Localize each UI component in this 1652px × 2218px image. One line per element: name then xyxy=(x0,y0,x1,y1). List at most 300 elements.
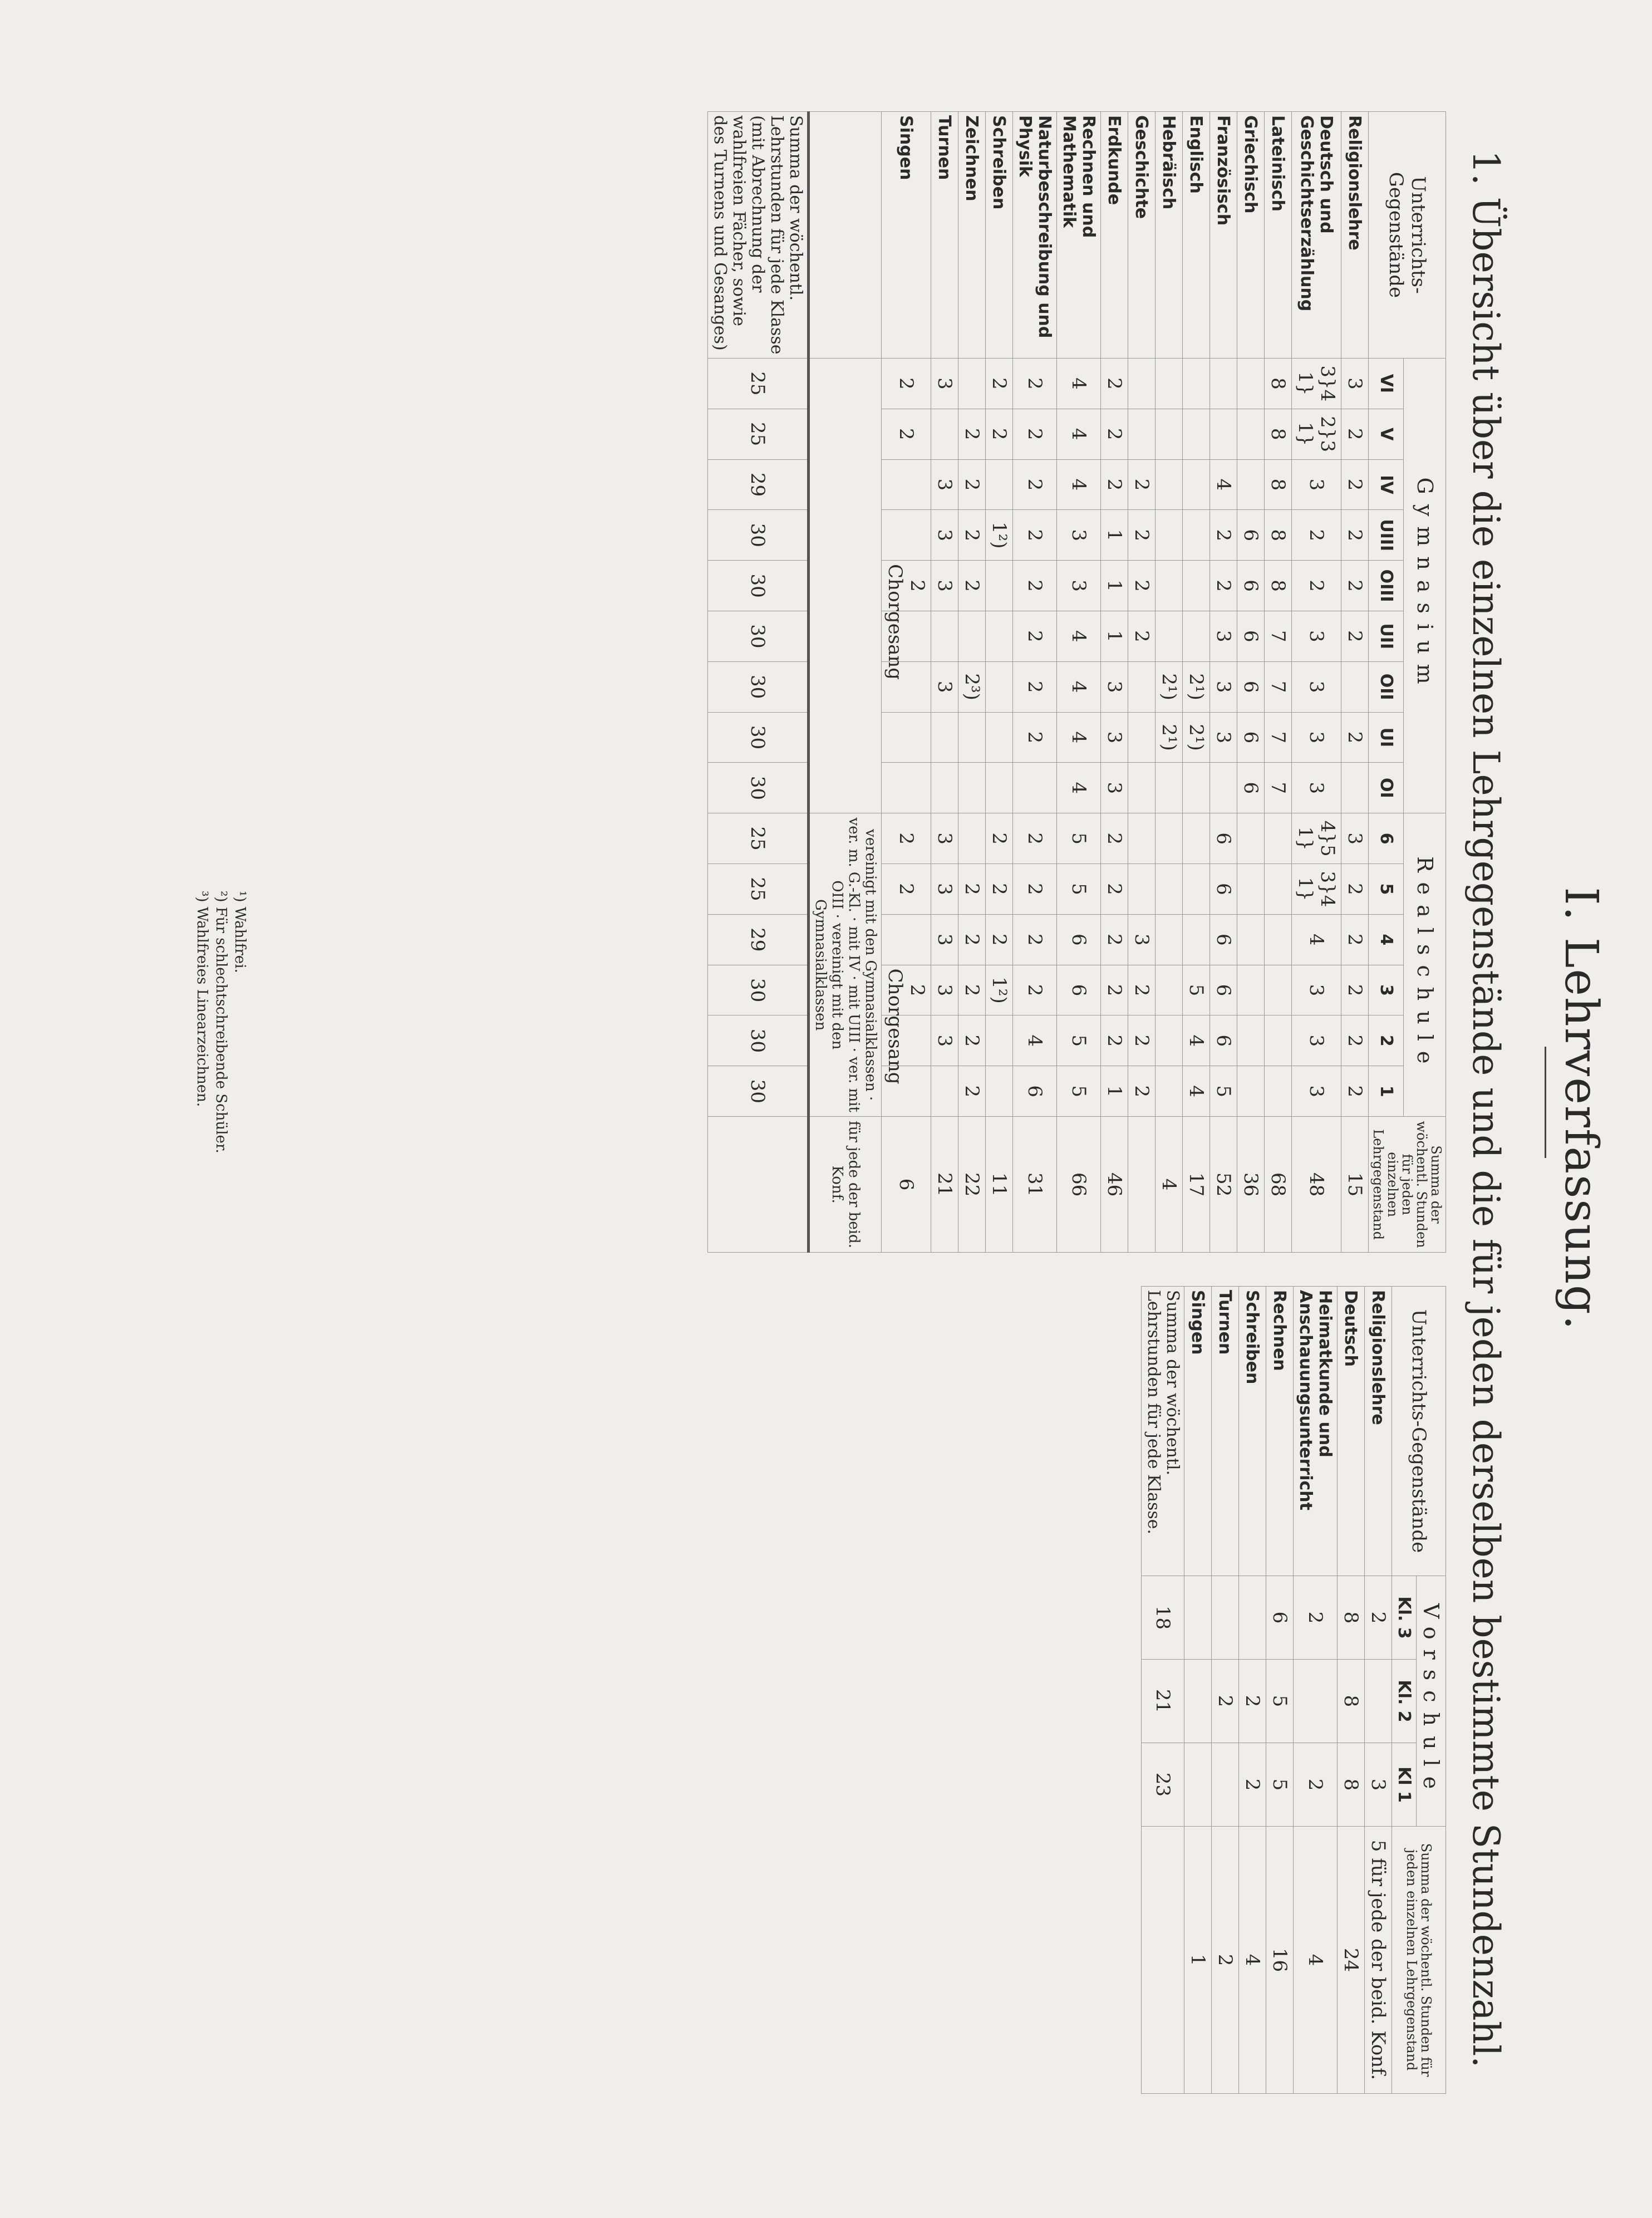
table-row xyxy=(1365,1287,1392,2094)
subject-cell: Englisch xyxy=(1183,112,1210,359)
real-hours-cell: 2 xyxy=(958,1066,986,1117)
notes-spacer xyxy=(809,358,882,813)
gym-hours-cell: 2 xyxy=(1341,510,1369,561)
footnote: ²) Für schlechtschreibende Schüler. xyxy=(213,891,229,1154)
subject-cell: Religionslehre xyxy=(1365,1287,1392,1576)
gym-hours-cell: 2 xyxy=(1013,358,1057,409)
real-hours-cell: 3 xyxy=(1292,1066,1341,1117)
vorschule-body xyxy=(1142,1287,1392,2094)
gym-class-header: UIII xyxy=(1369,510,1404,561)
gym-class-header: OI xyxy=(1369,763,1404,813)
gymnasium-realschule-table xyxy=(707,111,1446,1253)
gym-hours-cell: 4 xyxy=(1210,459,1237,510)
real-hours-cell: 3 xyxy=(1292,1015,1341,1066)
subject-cell: Lateinisch xyxy=(1265,112,1292,359)
real-hours-cell: 2 xyxy=(958,1015,986,1066)
gym-hours-cell: 2 xyxy=(1210,561,1237,611)
gym-hours-cell: 2 xyxy=(1210,510,1237,561)
gymnasium-group-header: Gymnasium xyxy=(1404,358,1446,813)
gym-hours-cell: 2 xyxy=(1101,459,1128,510)
real-hours-cell: 5 xyxy=(1057,864,1101,915)
sum-cell: 11 xyxy=(986,1117,1013,1253)
real-hours-cell: 2 xyxy=(1101,864,1128,915)
gym-class-header: IV xyxy=(1369,459,1404,510)
gym-hours-cell xyxy=(931,409,958,459)
real-hours-cell xyxy=(1183,914,1210,965)
gym-hours-cell: 2 xyxy=(1341,459,1369,510)
sum-cell: 15 xyxy=(1341,1117,1369,1253)
vorschule-hours-cell xyxy=(1365,1660,1392,1743)
real-hours-cell xyxy=(1265,914,1292,965)
real-hours-cell: 2 xyxy=(958,965,986,1015)
gym-class-header: VI xyxy=(1369,358,1404,409)
vorschule-hours-cell xyxy=(1184,1660,1212,1743)
gym-hours-cell: 3 xyxy=(1292,712,1341,763)
gym-hours-cell: 4 xyxy=(1057,763,1101,813)
real-hours-cell: 5 xyxy=(1057,1066,1101,1117)
footnote: ¹) Wahlfrei. xyxy=(232,891,248,973)
gym-hours-cell xyxy=(986,459,1013,510)
sum-cell: 16 xyxy=(1266,1827,1294,2094)
gym-hours-cell: 4 xyxy=(1057,712,1101,763)
gym-hours-cell xyxy=(931,712,958,763)
subject-cell: Schreiben xyxy=(986,112,1013,359)
gym-hours-cell: 2 xyxy=(1128,561,1156,611)
real-hours-cell xyxy=(1156,965,1183,1015)
gym-hours-cell: 6 xyxy=(1237,763,1265,813)
real-hours-cell: 2 xyxy=(1101,1015,1128,1066)
real-hours-cell xyxy=(1128,864,1156,915)
real-hours-cell: 2 xyxy=(1013,864,1057,915)
gym-hours-cell: 2 xyxy=(1341,561,1369,611)
real-hours-cell: 2 xyxy=(1128,965,1156,1015)
real-hours-cell: 3 xyxy=(931,813,958,864)
real-hours-cell xyxy=(931,1066,958,1117)
sum-cell: 66 xyxy=(1057,1117,1101,1253)
realschule-notes: vereinigt mit den Gymnasialklassen · ver. m. G.-Kl. · mit IV · mit UIII · ver. mit OIII · vereinigt mit den Gymnasialklassen xyxy=(809,813,882,1117)
sum-cell: 22 xyxy=(958,1117,986,1253)
gym-hours-cell xyxy=(1183,358,1210,409)
gym-hours-cell: 6 xyxy=(1237,561,1265,611)
gym-hours-cell: 6 xyxy=(1237,661,1265,712)
gym-hours-cell: 1²) xyxy=(986,510,1013,561)
totals-row xyxy=(1142,1287,1184,2094)
sum-cell: 2 xyxy=(1212,1827,1239,2094)
gym-hours-cell xyxy=(882,459,931,510)
sum-total-cell xyxy=(1142,1827,1184,2094)
real-class-header: 4 xyxy=(1369,914,1404,965)
real-hours-cell: 5 xyxy=(1210,1066,1237,1117)
page-title: I. Lehrverfassung. xyxy=(1555,887,1607,1331)
gym-hours-cell xyxy=(986,661,1013,712)
gym-hours-cell: 2 xyxy=(1013,459,1057,510)
table-row xyxy=(931,112,958,1253)
subject-cell: Turnen xyxy=(1212,1287,1239,1576)
gym-hours-cell: 7 xyxy=(1265,712,1292,763)
real-hours-cell: 6 xyxy=(1013,1066,1057,1117)
vorschule-table xyxy=(1141,1286,1446,2094)
sum-cell: 31 xyxy=(1013,1117,1057,1253)
real-hours-cell: 4}5 1} xyxy=(1292,813,1341,864)
table-row xyxy=(1239,1287,1266,2094)
sum-cell: 4 xyxy=(1239,1827,1266,2094)
table-row xyxy=(1265,112,1292,1253)
real-hours-cell xyxy=(1183,864,1210,915)
vorschule-hours-cell: 2 xyxy=(1239,1660,1266,1743)
gym-class-header: OII xyxy=(1369,661,1404,712)
real-total-cell: 30 xyxy=(708,1015,809,1066)
gym-hours-cell: 4 xyxy=(1057,409,1101,459)
gym-hours-cell: 3 xyxy=(1101,712,1128,763)
real-hours-cell: 5 xyxy=(1183,965,1210,1015)
gym-hours-cell: 8 xyxy=(1265,358,1292,409)
gym-total-cell: 30 xyxy=(708,661,809,712)
vorschule-group-header: Vorschule xyxy=(1417,1576,1446,1827)
sum-cell: 5 für jede der beid. Konf. xyxy=(1365,1827,1392,2094)
vorschule-class-header: Kl 1 xyxy=(1392,1743,1417,1827)
gym-hours-cell: 2 xyxy=(882,409,931,459)
gym-hours-cell xyxy=(958,611,986,661)
real-hours-cell xyxy=(1156,1066,1183,1117)
subject-cell: Turnen xyxy=(931,112,958,359)
real-class-header: 6 xyxy=(1369,813,1404,864)
table-row xyxy=(1057,112,1101,1253)
gym-hours-cell: 3}4 1} xyxy=(1292,358,1341,409)
gym-hours-cell xyxy=(1128,712,1156,763)
real-hours-cell: 2 xyxy=(1341,914,1369,965)
real-hours-cell: 6 xyxy=(1210,914,1237,965)
real-hours-cell: 2 xyxy=(1013,813,1057,864)
real-hours-cell: 2 xyxy=(986,813,1013,864)
real-class-header: 1 xyxy=(1369,1066,1404,1117)
table-row xyxy=(1013,112,1057,1253)
subject-cell: Singen xyxy=(1184,1287,1212,1576)
gym-hours-cell: 3 xyxy=(931,459,958,510)
vorschule-hours-cell: 5 xyxy=(1266,1743,1294,1827)
gym-hours-cell xyxy=(1156,510,1183,561)
gym-hours-cell: 3 xyxy=(931,561,958,611)
real-hours-cell: 2 xyxy=(1341,1066,1369,1117)
real-hours-cell: 4 xyxy=(1013,1015,1057,1066)
real-hours-cell xyxy=(882,914,931,965)
gym-hours-cell: 3 xyxy=(1341,358,1369,409)
real-hours-cell: 3 xyxy=(931,914,958,965)
gym-hours-cell: 8 xyxy=(1265,561,1292,611)
total-label: Summa der wöchentl. Lehrstunden für jede Klasse (mit Abrechnung der wahlfreien Fächer, sowie des Turnens und Gesanges) xyxy=(708,112,809,359)
gym-hours-cell: 3 xyxy=(1292,459,1341,510)
vorschule-hours-cell: 8 xyxy=(1338,1576,1365,1660)
realschule-group-header: Realschule xyxy=(1404,813,1446,1117)
subject-cell: Griechisch xyxy=(1237,112,1265,359)
real-hours-cell: 6 xyxy=(1057,914,1101,965)
real-hours-cell: 6 xyxy=(1057,965,1101,1015)
gym-hours-cell xyxy=(1237,459,1265,510)
gym-total-cell: 30 xyxy=(708,712,809,763)
table-row xyxy=(882,112,931,1253)
vorschule-total-cell: 23 xyxy=(1142,1743,1184,1827)
gym-hours-cell: 3 xyxy=(931,661,958,712)
subject-cell: Rechnen xyxy=(1266,1287,1294,1576)
gym-hours-cell xyxy=(1156,561,1183,611)
real-hours-cell: 6 xyxy=(1210,813,1237,864)
subject-cell: Schreiben xyxy=(1239,1287,1266,1576)
gym-hours-cell: 2 xyxy=(986,409,1013,459)
gym-hours-cell xyxy=(1183,561,1210,611)
real-hours-cell xyxy=(1237,914,1265,965)
sum-cell: 4 xyxy=(1294,1827,1338,2094)
gym-hours-cell xyxy=(958,763,986,813)
gym-hours-cell xyxy=(986,763,1013,813)
sum-cell: 24 xyxy=(1338,1827,1365,2094)
real-hours-cell: 4 xyxy=(1183,1015,1210,1066)
subject-cell: Geschichte xyxy=(1128,112,1156,359)
sum-column-header: Summa der wöchentl. Stunden für jeden einzelnen Lehrgegenstand xyxy=(1369,1117,1446,1253)
gym-hours-cell xyxy=(931,763,958,813)
gym-hours-cell: 2 xyxy=(1341,409,1369,459)
real-hours-cell xyxy=(1265,1015,1292,1066)
real-hours-cell: 2 Chorgesang xyxy=(882,965,931,1015)
real-hours-cell: 4 xyxy=(1292,914,1341,965)
gym-hours-cell xyxy=(986,561,1013,611)
vorschule-hours-cell: 8 xyxy=(1338,1660,1365,1743)
gym-hours-cell: 2 xyxy=(1013,661,1057,712)
sum-cell: 17 xyxy=(1183,1117,1210,1253)
real-hours-cell: 2 xyxy=(1341,1015,1369,1066)
gym-hours-cell xyxy=(958,712,986,763)
real-hours-cell: 5 xyxy=(1057,813,1101,864)
real-hours-cell: 2 xyxy=(882,864,931,915)
real-hours-cell: 1²) xyxy=(986,965,1013,1015)
real-hours-cell xyxy=(1183,813,1210,864)
gym-hours-cell: 6 xyxy=(1237,712,1265,763)
table-row xyxy=(1294,1287,1338,2094)
gym-hours-cell: 2 xyxy=(1013,561,1057,611)
sum-cell: 48 xyxy=(1292,1117,1341,1253)
real-hours-cell: 2 xyxy=(1101,813,1128,864)
gym-hours-cell: 2 Chorgesang xyxy=(882,561,931,611)
gym-hours-cell xyxy=(958,358,986,409)
subject-cell: Hebräisch xyxy=(1156,112,1183,359)
real-hours-cell: 2 xyxy=(1128,1066,1156,1117)
vorschule-hours-cell xyxy=(1212,1576,1239,1660)
table-row xyxy=(1184,1287,1212,2094)
real-total-cell: 25 xyxy=(708,864,809,915)
real-hours-cell xyxy=(1237,813,1265,864)
subject-cell: Zeichnen xyxy=(958,112,986,359)
gym-hours-cell: 4 xyxy=(1057,358,1101,409)
real-hours-cell: 2 xyxy=(1341,864,1369,915)
gym-hours-cell xyxy=(1128,358,1156,409)
gym-total-cell: 30 xyxy=(708,510,809,561)
real-total-cell: 30 xyxy=(708,1066,809,1117)
gym-hours-cell xyxy=(1210,763,1237,813)
subject-cell: Religionslehre xyxy=(1341,112,1369,359)
footnote: ³) Wahlfreies Linearzeichnen. xyxy=(194,891,210,1107)
gym-hours-cell xyxy=(1183,409,1210,459)
gym-hours-cell: 3 xyxy=(1210,611,1237,661)
subject-column-header: Unterrichts-Gegenstände xyxy=(1369,112,1446,359)
gym-hours-cell: 3 xyxy=(1101,763,1128,813)
vorschule-hours-cell xyxy=(1184,1576,1212,1660)
gym-total-cell: 30 xyxy=(708,561,809,611)
gym-hours-cell: 2 xyxy=(958,459,986,510)
table-row xyxy=(958,112,986,1253)
gym-hours-cell: 1 xyxy=(1101,611,1128,661)
real-hours-cell xyxy=(1237,1066,1265,1117)
gym-hours-cell xyxy=(1183,459,1210,510)
gym-hours-cell: 2 xyxy=(1128,611,1156,661)
real-hours-cell: 2 xyxy=(958,864,986,915)
gym-hours-cell: 3 xyxy=(1292,763,1341,813)
vorschule-hours-cell: 2 xyxy=(1365,1576,1392,1660)
gym-class-header: V xyxy=(1369,409,1404,459)
gym-hours-cell: 6 xyxy=(1237,611,1265,661)
vorschule-hours-cell: 3 xyxy=(1365,1743,1392,1827)
real-hours-cell: 2 xyxy=(986,914,1013,965)
vorschule-hours-cell: 8 xyxy=(1338,1743,1365,1827)
gym-hours-cell: 4 xyxy=(1057,459,1101,510)
real-hours-cell xyxy=(1265,864,1292,915)
subject-cell: Deutsch xyxy=(1338,1287,1365,1576)
real-hours-cell: 2 xyxy=(1013,965,1057,1015)
real-hours-cell xyxy=(1265,1066,1292,1117)
sum-cell xyxy=(1128,1117,1156,1253)
gym-hours-cell xyxy=(882,763,931,813)
gym-hours-cell: 2 xyxy=(1101,409,1128,459)
real-hours-cell xyxy=(1237,864,1265,915)
gym-hours-cell xyxy=(1013,763,1057,813)
gym-hours-cell: 7 xyxy=(1265,763,1292,813)
table-row xyxy=(1210,112,1237,1253)
gym-hours-cell xyxy=(1341,661,1369,712)
real-hours-cell: 2 xyxy=(1013,914,1057,965)
gym-hours-cell: 2¹) xyxy=(1156,712,1183,763)
gym-total-cell: 30 xyxy=(708,763,809,813)
gym-hours-cell: 8 xyxy=(1265,510,1292,561)
subject-cell: Naturbeschreibung und Physik xyxy=(1013,112,1057,359)
gym-hours-cell: 2 xyxy=(958,561,986,611)
gym-hours-cell xyxy=(1156,611,1183,661)
gym-hours-cell xyxy=(1183,510,1210,561)
gym-hours-cell xyxy=(1128,409,1156,459)
sum-cell: 36 xyxy=(1237,1117,1265,1253)
gym-hours-cell: 3 xyxy=(1101,661,1128,712)
gym-hours-cell: 8 xyxy=(1265,459,1292,510)
vorschule-hours-cell: 6 xyxy=(1266,1576,1294,1660)
vorschule-hours-cell: 2 xyxy=(1212,1660,1239,1743)
gym-hours-cell xyxy=(1237,358,1265,409)
table-row xyxy=(1237,112,1265,1253)
gym-hours-cell: 2 xyxy=(1101,358,1128,409)
notes-row xyxy=(809,112,882,1253)
real-hours-cell: 5 xyxy=(1057,1015,1101,1066)
real-hours-cell xyxy=(1237,1015,1265,1066)
gym-hours-cell: 1 xyxy=(1101,561,1128,611)
gym-hours-cell xyxy=(986,611,1013,661)
gym-hours-cell xyxy=(1156,459,1183,510)
real-hours-cell xyxy=(1265,813,1292,864)
subject-cell: Rechnen und Mathematik xyxy=(1057,112,1101,359)
vorschule-class-header: Kl. 2 xyxy=(1392,1660,1417,1743)
gym-hours-cell xyxy=(1183,611,1210,661)
real-hours-cell: 6 xyxy=(1210,965,1237,1015)
subject-cell: Deutsch und Geschichtserzählung xyxy=(1292,112,1341,359)
vorschule-hours-cell: 5 xyxy=(1266,1660,1294,1743)
gym-hours-cell: 2¹) xyxy=(1183,661,1210,712)
gym-class-header: UI xyxy=(1369,712,1404,763)
gym-hours-cell: 3 xyxy=(931,358,958,409)
real-hours-cell xyxy=(1128,813,1156,864)
real-hours-cell: 3 xyxy=(931,864,958,915)
gym-hours-cell: 2 xyxy=(986,358,1013,409)
gym-hours-cell: 2 xyxy=(1013,409,1057,459)
subject-cell: Französisch xyxy=(1210,112,1237,359)
gym-hours-cell: 6 xyxy=(1237,510,1265,561)
table-row xyxy=(1101,112,1128,1253)
sum-cell: 68 xyxy=(1265,1117,1292,1253)
subject-cell: Singen xyxy=(882,112,931,359)
gym-hours-cell: 2}3 1} xyxy=(1292,409,1341,459)
real-hours-cell: 3}4 1} xyxy=(1292,864,1341,915)
gym-hours-cell: 4 xyxy=(1057,661,1101,712)
real-hours-cell: 4 xyxy=(1183,1066,1210,1117)
table-row xyxy=(1156,112,1183,1253)
gym-hours-cell: 3 xyxy=(1057,510,1101,561)
real-hours-cell: 2 xyxy=(882,813,931,864)
real-total-cell: 30 xyxy=(708,965,809,1015)
gym-hours-cell: 3 xyxy=(1292,661,1341,712)
gym-hours-cell: 8 xyxy=(1265,409,1292,459)
gym-hours-cell xyxy=(1210,358,1237,409)
gym-hours-cell xyxy=(1237,409,1265,459)
vorschule-hours-cell xyxy=(1239,1576,1266,1660)
table-row xyxy=(1183,112,1210,1253)
real-hours-cell: 3 xyxy=(931,1015,958,1066)
real-hours-cell: 3 xyxy=(931,965,958,1015)
real-hours-cell: 3 xyxy=(1292,965,1341,1015)
table-row xyxy=(1338,1287,1365,2094)
real-hours-cell: 2 xyxy=(1128,1015,1156,1066)
gym-hours-cell xyxy=(1156,763,1183,813)
gym-hours-cell: 2 xyxy=(958,409,986,459)
gym-hours-cell xyxy=(882,712,931,763)
vorschule-hours-cell xyxy=(1294,1660,1338,1743)
sum-cell: 1 xyxy=(1184,1827,1212,2094)
sum-total-cell xyxy=(708,1117,809,1253)
real-hours-cell xyxy=(986,1066,1013,1117)
gym-hours-cell: 3 xyxy=(1210,712,1237,763)
gym-total-cell: 25 xyxy=(708,358,809,409)
sum-note: für jede der beid. Konf. xyxy=(809,1117,882,1253)
vorschule-total-cell: 18 xyxy=(1142,1576,1184,1660)
sum-cell: 52 xyxy=(1210,1117,1237,1253)
real-hours-cell xyxy=(1156,864,1183,915)
table-row xyxy=(1128,112,1156,1253)
table-row xyxy=(1212,1287,1239,2094)
gym-hours-cell: 2¹) xyxy=(1156,661,1183,712)
sum-cell: 21 xyxy=(931,1117,958,1253)
gym-hours-cell xyxy=(882,510,931,561)
subject-cell: Erdkunde xyxy=(1101,112,1128,359)
gym-hours-cell: 2¹) xyxy=(1183,712,1210,763)
gym-hours-cell: 2 xyxy=(1341,611,1369,661)
gym-hours-cell: 7 xyxy=(1265,661,1292,712)
real-hours-cell: 3 xyxy=(1128,914,1156,965)
gym-hours-cell: 2 xyxy=(1128,510,1156,561)
gym-hours-cell: 4 xyxy=(1057,611,1101,661)
real-total-cell: 29 xyxy=(708,914,809,965)
gym-hours-cell: 2 xyxy=(1013,510,1057,561)
